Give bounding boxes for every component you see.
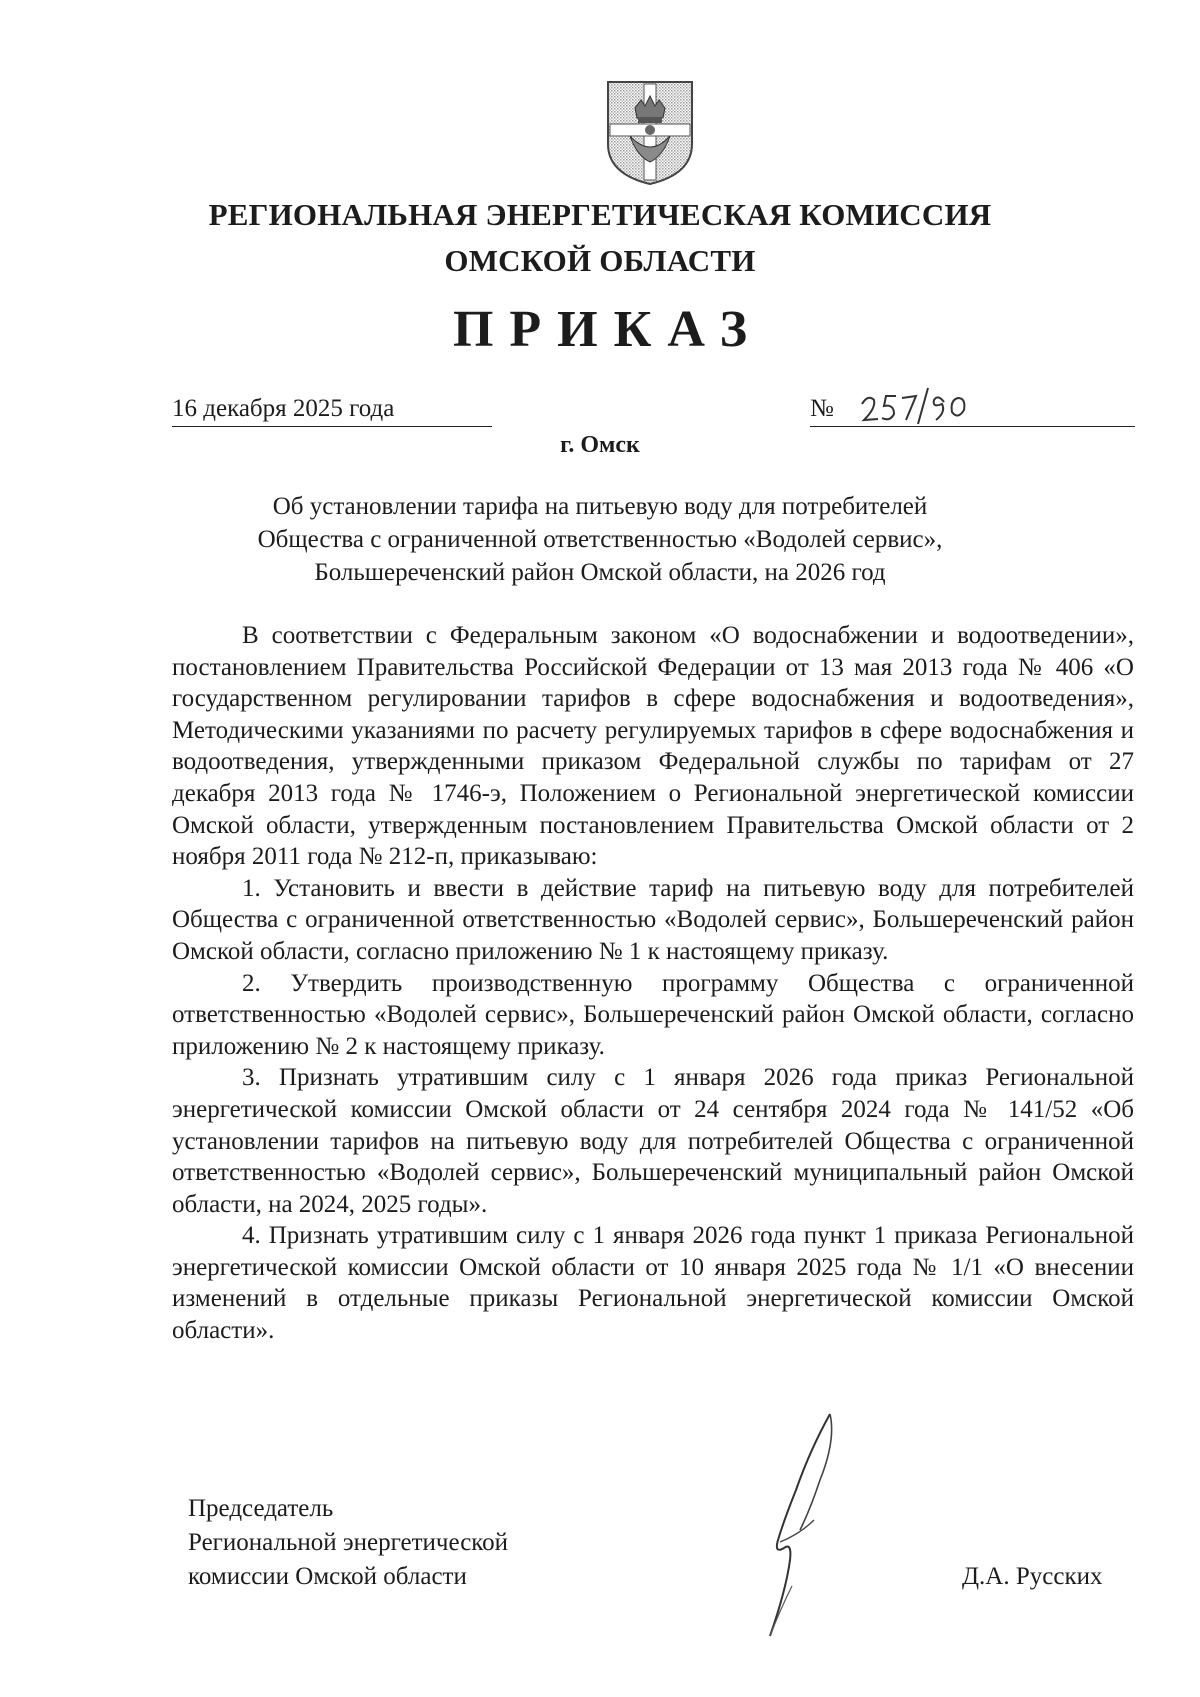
handwritten-number-icon xyxy=(858,386,978,426)
signatory-name: Д.А. Русских xyxy=(962,1563,1103,1590)
subject-line-3: Большереченский район Омской области, на 2026 год xyxy=(314,559,886,586)
position-line-1: Председатель xyxy=(188,1495,334,1522)
order-item-4: 4. Признать утратившим силу с 1 января 2026 года пункт 1 приказа Региональной энергетической комиссии Омской области от 10 января 2025 года № 1/1 «О внесении изменений в отдельные приказы Региональной энергетической комиссии Омской области». xyxy=(172,1222,1134,1345)
subject-line-1: Об установлении тарифа на питьевую воду для потребителей xyxy=(272,493,928,520)
organization-line-2: ОМСКОЙ ОБЛАСТИ xyxy=(444,243,756,278)
order-item-3: 3. Признать утратившим силу с 1 января 2026 года приказ Региональной энергетической комиссии Омской области от 24 сентября 2024 года № 141/52 «Об установлении тарифов на питьевую воду для потребителей Общества с ограниченной ответственностью «Водолей сервис», Большереченский муниципальный район Омской области, на 2024, 2025 годы». xyxy=(172,1064,1134,1218)
handwritten-signature-icon xyxy=(740,1410,870,1640)
position-line-3: комиссии Омской области xyxy=(188,1563,467,1590)
position-line-2: Региональной энергетической xyxy=(188,1529,509,1556)
order-date: 16 декабря 2025 года xyxy=(172,392,492,427)
order-item-1: 1. Установить и ввести в действие тариф на питьевую воду для потребителей Общества с ограниченной ответственностью «Водолей сервис», Большереченский район Омской области, согласно приложению № 1 к настоящему приказу. xyxy=(172,874,1134,965)
subject-line-2: Общества с ограниченной ответственностью «Водолей сервис», xyxy=(257,526,943,553)
order-subject xyxy=(0,490,1200,589)
organization-name xyxy=(0,192,1200,284)
organization-line-1: РЕГИОНАЛЬНАЯ ЭНЕРГЕТИЧЕСКАЯ КОМИССИЯ xyxy=(208,197,992,232)
city: г. Омск xyxy=(560,432,640,458)
order-body xyxy=(172,620,1134,1347)
preamble-paragraph: В соответствии с Федеральным законом «О водоснабжении и водоотведении», постановлением Правительства Российской Федерации от 13 мая 2013 года № 406 «О государственном регулировании тарифов в сфере водоснабжения и водоотведения», Методическими указаниями по расчету регулируемых тарифов в сфере водоснабжения и водоотведения, утвержденными приказом Федеральной службы по тарифам от 27 декабря 2013 года № 1746-э, Положением о Региональной энергетической комиссии Омской области, утвержденным постановлением Правительства Омской области от 2 ноября 2011 года № 212-п, приказываю: xyxy=(172,622,1134,871)
coat-of-arms-icon xyxy=(605,78,695,186)
signatory-position xyxy=(188,1492,508,1594)
order-number xyxy=(810,392,1135,427)
document-type-title: ПРИКАЗ xyxy=(452,301,764,358)
order-item-2: 2. Утвердить производственную программу Общества с ограниченной ответственностью «Водолей сервис», Большереченский район Омской области, согласно приложению № 2 к настоящему приказу. xyxy=(172,969,1134,1060)
number-prefix: № xyxy=(810,395,834,422)
